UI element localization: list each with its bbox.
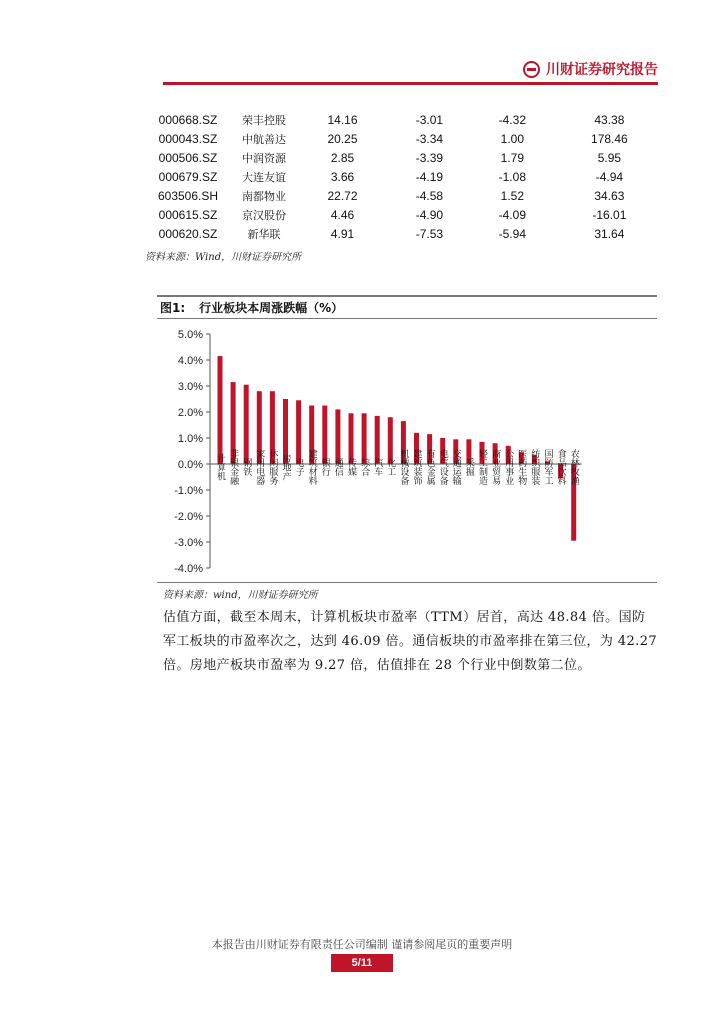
cell-c3: -5.94	[498, 226, 526, 241]
cell-name: 京汉股份	[242, 208, 286, 222]
page-number-badge: 5/11	[331, 954, 393, 972]
cell-c3: 1.00	[500, 131, 524, 146]
cell-name: 中润资源	[242, 151, 286, 165]
category-label: 钢铁	[241, 458, 252, 476]
category-label: 有色金属	[424, 449, 435, 485]
bar	[388, 417, 393, 464]
category-label: 电子	[293, 458, 304, 476]
cell-c4: 178.46	[591, 131, 628, 146]
category-label: 国防军工	[542, 449, 553, 485]
table-row	[145, 224, 665, 243]
cell-name: 南都物业	[242, 189, 286, 203]
category-label: 纺织服装	[529, 449, 540, 485]
cell-c2: -7.53	[415, 226, 444, 241]
cell-code: 000620.SZ	[158, 226, 218, 241]
figure-title-rule	[157, 318, 657, 319]
table-row	[145, 167, 665, 186]
cell-c4: -4.94	[595, 169, 624, 184]
cell-c4: 31.64	[594, 226, 625, 241]
y-tick-label: -4.0%	[174, 563, 203, 575]
category-label: 电气设备	[437, 449, 448, 485]
cell-c3: -4.32	[498, 112, 526, 127]
cell-c1: 2.85	[330, 150, 355, 165]
footer-disclaimer: 本报告由川财证券有限责任公司编制 谨请参阅尾页的重要声明	[211, 938, 513, 951]
brand-name: 川财证券研究报告	[546, 62, 658, 78]
industry-return-chart	[157, 322, 657, 580]
bar	[218, 356, 223, 464]
table-source: 资料来源：Wind，川财证券研究所	[145, 252, 302, 263]
cell-c1: 3.66	[330, 169, 355, 184]
cell-code: 000506.SZ	[158, 150, 218, 165]
table-row	[145, 205, 665, 224]
y-tick-label: 5.0%	[177, 329, 203, 341]
cell-c3: -1.08	[498, 169, 526, 184]
y-tick-label: 2.0%	[177, 407, 203, 419]
table-row	[145, 148, 665, 167]
valuation-paragraph: 估值方面，截至本周末，计算机板块市盈率（TTM）居首，高达 48.84 倍。国防军工板块的市盈率次之，达到 46.09 倍。通信板块的市盈率排在第三位，为 42.27 倍。房地产板块市盈率为 9.27 倍，估值排在 28 个行业中倒数第二位。	[163, 610, 658, 673]
brand-logo-icon	[523, 61, 540, 78]
cell-c3: 1.52	[500, 188, 524, 203]
cell-code: 000679.SZ	[158, 169, 218, 184]
cell-c4: 34.63	[594, 188, 625, 203]
cell-name: 荣丰控股	[242, 113, 286, 127]
category-label: 家用电器	[254, 449, 265, 485]
cell-c3: -4.09	[498, 207, 526, 222]
cell-name: 新华联	[247, 227, 281, 241]
category-label: 机械设备	[398, 449, 409, 485]
cell-code: 000043.SZ	[158, 131, 218, 146]
cell-c2: -3.34	[415, 131, 444, 146]
y-tick-label: 0.0%	[177, 459, 203, 471]
category-label: 公用事业	[503, 449, 514, 485]
cell-c2: -4.90	[415, 207, 444, 222]
stock-table	[145, 110, 665, 243]
figure-title-text: 行业板块本周涨跌幅（%）	[199, 301, 344, 315]
category-label: 汽车	[372, 458, 383, 476]
bar	[244, 385, 249, 464]
cell-c1: 14.16	[327, 112, 358, 127]
category-label: 医药生物	[516, 449, 527, 485]
cell-c2: -3.01	[415, 112, 444, 127]
y-tick-label: -3.0%	[174, 537, 203, 549]
cell-c4: -16.01	[592, 207, 627, 222]
header-rule	[163, 82, 658, 85]
bar	[362, 413, 367, 464]
table-row	[145, 129, 665, 148]
cell-c2: -4.58	[415, 188, 444, 203]
category-label: 通信	[332, 458, 343, 476]
cell-c1: 4.91	[330, 226, 355, 241]
cell-code: 000615.SZ	[158, 207, 218, 222]
category-label: 食品饮料	[555, 449, 566, 485]
category-label: 计算机	[215, 453, 225, 481]
figure-bottom-rule	[157, 582, 657, 583]
category-label: 化工	[385, 458, 396, 476]
y-tick-label: 4.0%	[177, 355, 203, 367]
cell-c1: 20.25	[327, 131, 358, 146]
y-tick-label: -2.0%	[174, 511, 203, 523]
figure-source: 资料来源：wind，川财证券研究所	[163, 590, 318, 601]
y-tick-label: -1.0%	[174, 485, 203, 497]
table-row	[145, 186, 665, 205]
bar	[375, 416, 380, 464]
cell-c1: 22.72	[327, 188, 358, 203]
cell-c4: 5.95	[597, 150, 622, 165]
category-label: 非银金融	[228, 449, 239, 485]
cell-c1: 4.46	[330, 207, 355, 222]
category-label: 休闲服务	[267, 449, 278, 485]
bar	[335, 409, 340, 464]
category-label: 建筑材料	[306, 449, 317, 485]
bar	[349, 413, 354, 464]
category-label: 综合	[359, 458, 370, 476]
category-label: 交通运输	[450, 449, 461, 485]
cell-name: 中航善达	[242, 132, 286, 146]
y-tick-label: 1.0%	[177, 433, 203, 445]
category-label: 建筑装饰	[411, 449, 422, 485]
table-row	[145, 110, 665, 129]
category-label: 农林牧渔	[568, 449, 579, 485]
y-tick-label: 3.0%	[177, 381, 203, 393]
cell-code: 603506.SH	[157, 188, 219, 203]
cell-c2: -4.19	[415, 169, 444, 184]
figure-title	[160, 299, 343, 316]
category-label: 房地产	[280, 453, 291, 481]
cell-c3: 1.79	[500, 150, 524, 165]
figure-top-rule	[157, 295, 657, 297]
figure-label: 图1:	[160, 301, 186, 315]
category-label: 商业贸易	[490, 449, 501, 485]
bar	[296, 400, 301, 464]
category-label: 传媒	[346, 458, 356, 476]
category-label: 银行	[319, 458, 330, 476]
cell-name: 大连友谊	[242, 170, 286, 184]
category-label: 轻工制造	[477, 449, 487, 485]
cell-c4: 43.38	[594, 112, 625, 127]
report-header-brand	[523, 58, 658, 80]
category-label: 采掘	[463, 458, 474, 476]
cell-c2: -3.39	[415, 150, 444, 165]
bar	[322, 406, 327, 465]
cell-code: 000668.SZ	[158, 112, 218, 127]
